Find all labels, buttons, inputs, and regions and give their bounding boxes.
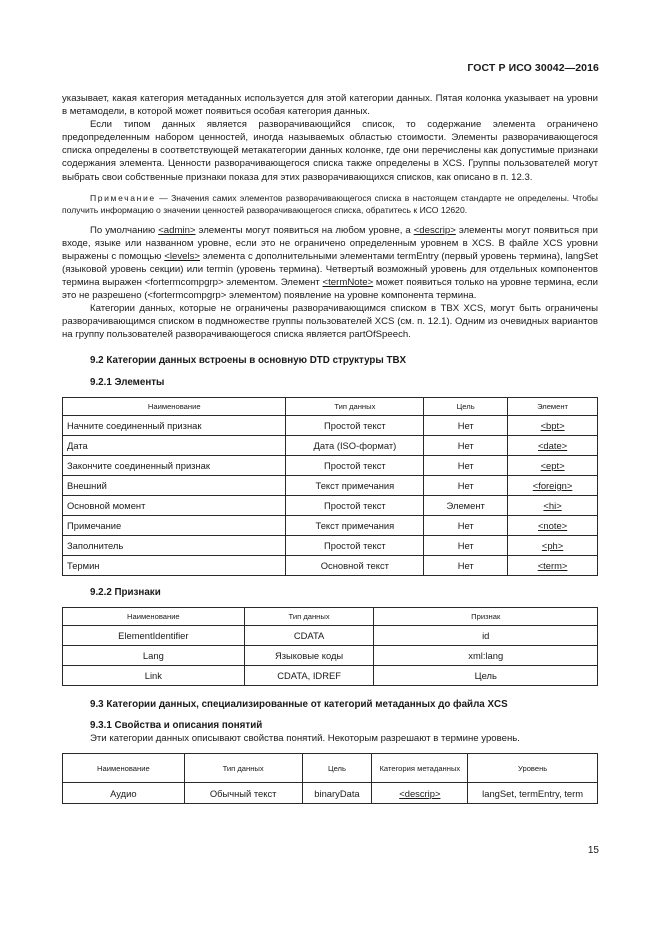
table-row [63, 665, 598, 685]
cell: Аудио [63, 783, 185, 804]
cell: id [374, 625, 598, 645]
col-header: Тип данных [244, 607, 374, 625]
cell: Элемент [424, 495, 508, 515]
cell: Начните соединенный признак [63, 415, 286, 435]
attributes-table [62, 607, 598, 686]
cell: Текст примечания [286, 515, 424, 535]
cell: Простой текст [286, 455, 424, 475]
cell: Нет [424, 555, 508, 575]
cell: <ept> [508, 455, 598, 475]
cell: Нет [424, 435, 508, 455]
admin-tag: <admin> [158, 224, 196, 236]
col-header: Наименование [63, 397, 286, 415]
table-row [63, 415, 598, 435]
cell: Термин [63, 555, 286, 575]
cell: Простой текст [286, 415, 424, 435]
properties-table [62, 753, 598, 804]
col-header: Категория метаданных [372, 754, 468, 783]
cell: Нет [424, 535, 508, 555]
cell: Цель [374, 665, 598, 685]
cell: Текст примечания [286, 475, 424, 495]
properties-table-wrap [62, 753, 598, 804]
cell: xml:lang [374, 645, 598, 665]
cell: binaryData [302, 783, 372, 804]
section-9-2-1-title: 9.2.1 Элементы [90, 376, 165, 388]
cell: <term> [508, 555, 598, 575]
section-9-3-1-text: Эти категории данных описывают свойства понятий. Некоторым разрешают в термине уровень. [90, 732, 520, 744]
p3-text-d: элемента с дополнительными элементами termEntry (первый уровень термина), langSet (языковой уровень секции) или termin (уровень термина). Четвертый возможный уровень для отдельных компонентов термина выражен <fortermcompgrp> элементом. Элемент [62, 250, 599, 289]
table-row [63, 435, 598, 455]
cell: CDATA [244, 625, 374, 645]
cell: Простой текст [286, 495, 424, 515]
cell: Обычный текст [184, 783, 302, 804]
levels-tag: <levels> [164, 250, 200, 262]
table-row [63, 455, 598, 475]
cell: Нет [424, 515, 508, 535]
note-text: — Значения самих элементов разворачивающегося списка в настоящем стандарте не определены. Чтобы получить информацию о значении ценностей разворачивающегося списка, обратитесь к ИСО 12620. [62, 192, 598, 215]
p3-text-a: По умолчанию [90, 224, 159, 236]
section-9-2-2-title: 9.2.2 Признаки [90, 586, 161, 598]
col-header: Наименование [63, 754, 185, 783]
cell: <date> [508, 435, 598, 455]
cell: <note> [508, 515, 598, 535]
cell: Внешний [63, 475, 286, 495]
p3-text-b: элементы могут появиться на любом уровне, а [195, 224, 414, 236]
section-9-3-1-title: 9.3.1 Свойства и описания понятий [90, 719, 263, 731]
col-header: Признак [374, 607, 598, 625]
termnote-tag: <termNote> [322, 277, 374, 289]
cell: ElementIdentifier [63, 625, 245, 645]
table-row [63, 475, 598, 495]
cell: Нет [424, 455, 508, 475]
table-row [63, 645, 598, 665]
cell: Основной текст [286, 555, 424, 575]
section-9-3-title: 9.3 Категории данных, специализированные от категорий метаданных до файла XCS [90, 698, 508, 710]
cell: Простой текст [286, 535, 424, 555]
cell: Закончите соединенный признак [63, 455, 286, 475]
cell: Примечание [63, 515, 286, 535]
paragraph-4: Категории данных, которые не ограничены разворачивающимся списком в TBX XCS, могут быть ограничены разворачивающимся списком в подмножестве группы пользователей XCS (см. п. 12.1). Одним из очевидных вариантов на группу пользователей разворачивающегося списка является partOfSpeech. [62, 303, 598, 341]
col-header: Тип данных [286, 397, 424, 415]
col-header: Цель [424, 397, 508, 415]
col-header: Наименование [63, 607, 245, 625]
table-header-row [63, 397, 598, 415]
cell: Дата (ISO-формат) [286, 435, 424, 455]
col-header: Тип данных [184, 754, 302, 783]
col-header: Элемент [508, 397, 598, 415]
descrip-tag: <descrip> [413, 224, 456, 236]
table-row [63, 555, 598, 575]
paragraph-2: Если типом данных является разворачивающийся список, то содержание элемента ограничено предопределенным набором ценностей, иногда называемых областью стоимости. Элементы разворачивающегося списка определены в соответствующей метакатегории данных колонке, где они перечислены как допустимые признаки содержания элемента. Ценности разворачивающегося списка также определены в XCS. Группы пользователей могут выбрать свои собственные признаки показа для этих разворачивающихся списков, как описано в п. 12.3. [62, 119, 598, 183]
cell: Основной момент [63, 495, 286, 515]
cell: <ph> [508, 535, 598, 555]
paragraph-1: указывает, какая категория метаданных используется для этой категории данных. Пятая колонка указывает на уровни в метамодели, в которой может появиться особая категория данных. [62, 93, 598, 118]
cell: Нет [424, 475, 508, 495]
table-row [63, 515, 598, 535]
col-header: Цель [302, 754, 372, 783]
cell: Дата [63, 435, 286, 455]
cell: langSet, termEntry, term [468, 783, 598, 804]
table-header-row [63, 754, 598, 783]
page-content [62, 92, 598, 804]
cell: Языковые коды [244, 645, 374, 665]
p3-text-e: может появиться только на уровне термина, если это не разрешено (<fortermcompgrp> элементом) появление на уровне компонента термина. [62, 277, 598, 302]
cell: Lang [63, 645, 245, 665]
cell: <hi> [508, 495, 598, 515]
cell: <descrip> [372, 783, 468, 804]
p3-text-c: элементы могут появиться при входе, языке или названном уровне, если это не ограничено определенным уровнем в XCS. В файле XCS уровни выражены с помощью [62, 224, 598, 262]
cell: Нет [424, 415, 508, 435]
table-header-row [63, 607, 598, 625]
col-header: Уровень [468, 754, 598, 783]
cell: Link [63, 665, 245, 685]
paragraph-3 [62, 224, 598, 303]
cell: <bpt> [508, 415, 598, 435]
cell: CDATA, IDREF [244, 665, 374, 685]
standard-header: ГОСТ Р ИСО 30042—2016 [467, 62, 599, 74]
cell: <foreign> [508, 475, 598, 495]
table-row [63, 495, 598, 515]
note-label: Примечание [90, 192, 156, 203]
cell: Заполнитель [63, 535, 286, 555]
page-number: 15 [587, 845, 599, 856]
elements-table [62, 397, 598, 576]
table-row [63, 783, 598, 804]
table-row [63, 535, 598, 555]
note [62, 192, 598, 216]
section-9-2-title: 9.2 Категории данных встроены в основную DTD структуры TBX [90, 354, 407, 366]
table-row [63, 625, 598, 645]
